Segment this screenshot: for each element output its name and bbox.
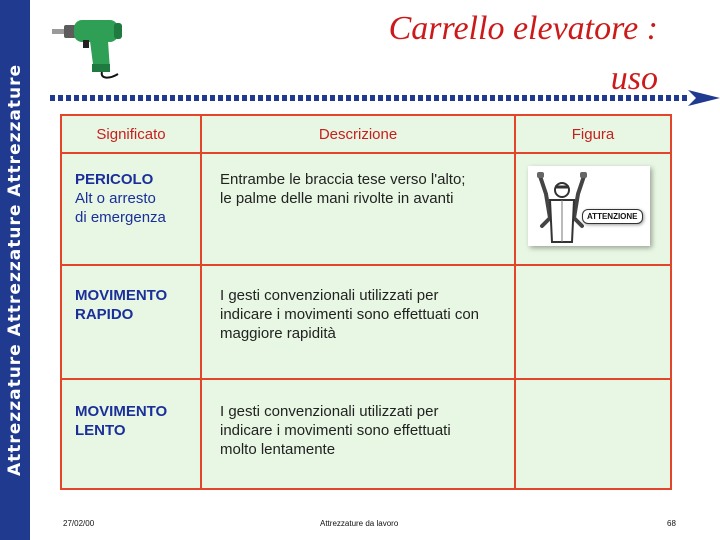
row-3-desc-line-2: indicare i movimenti sono effettuati xyxy=(220,422,451,439)
title-line-1: Carrello elevatore : xyxy=(388,10,658,47)
row-1-desc-line-1: Entrambe le braccia tese verso l'alto; xyxy=(220,171,466,188)
title-line-2: uso xyxy=(610,60,658,97)
signals-table xyxy=(60,114,672,490)
row-3-term-line-1: MOVIMENTO xyxy=(75,403,168,420)
row-2-desc-line-2: indicare i movimenti sono effettuati con xyxy=(220,306,480,323)
col-divider-2 xyxy=(514,116,516,488)
header-descrizione: Descrizione xyxy=(318,126,398,143)
header-figura: Figura xyxy=(571,126,615,143)
row-2-term-line-2: RAPIDO xyxy=(75,306,134,323)
sidebar-banner-text: Attrezzature Attrezzature Attrezzature xyxy=(5,63,25,477)
row-1-desc-line-2: le palme delle mani rivolte in avanti xyxy=(220,190,454,207)
row-3-term xyxy=(75,402,167,440)
row-2-term-line-1: MOVIMENTO xyxy=(75,287,168,304)
row-1-subterm-line-1: Alt o arresto xyxy=(75,190,156,207)
person-arms-raised-icon xyxy=(528,166,650,246)
row-2-description xyxy=(220,286,479,343)
row-3-term-line-2: LENTO xyxy=(75,422,126,439)
footer-page-number: 68 xyxy=(667,519,676,528)
attenzione-badge: ATTENZIONE xyxy=(582,209,643,224)
row-1-description xyxy=(220,170,465,208)
drill-icon xyxy=(50,14,134,82)
sidebar-banner xyxy=(0,0,30,540)
dotted-arrow-divider xyxy=(48,87,720,109)
header-significato: Significato xyxy=(96,126,166,143)
row-3-desc-line-1: I gesti convenzionali utilizzati per xyxy=(220,403,439,420)
row-1-subterm-line-2: di emergenza xyxy=(75,209,166,226)
row-1-term-line-1: PERICOLO xyxy=(75,171,154,188)
row-3-desc-line-3: molto lentamente xyxy=(220,441,336,458)
row-2-desc-line-1: I gesti convenzionali utilizzati per xyxy=(220,287,439,304)
row-1-term xyxy=(75,170,166,227)
row-2-term xyxy=(75,286,167,324)
row-2-desc-line-3: maggiore rapidità xyxy=(220,325,336,342)
footer-date: 27/02/00 xyxy=(63,519,95,528)
row-3-description xyxy=(220,402,451,459)
danger-signal-figure xyxy=(528,166,650,246)
row-divider-2 xyxy=(62,378,670,380)
row-divider-1 xyxy=(62,264,670,266)
col-divider-1 xyxy=(200,116,202,488)
footer-title: Attrezzature da lavoro xyxy=(320,519,399,528)
